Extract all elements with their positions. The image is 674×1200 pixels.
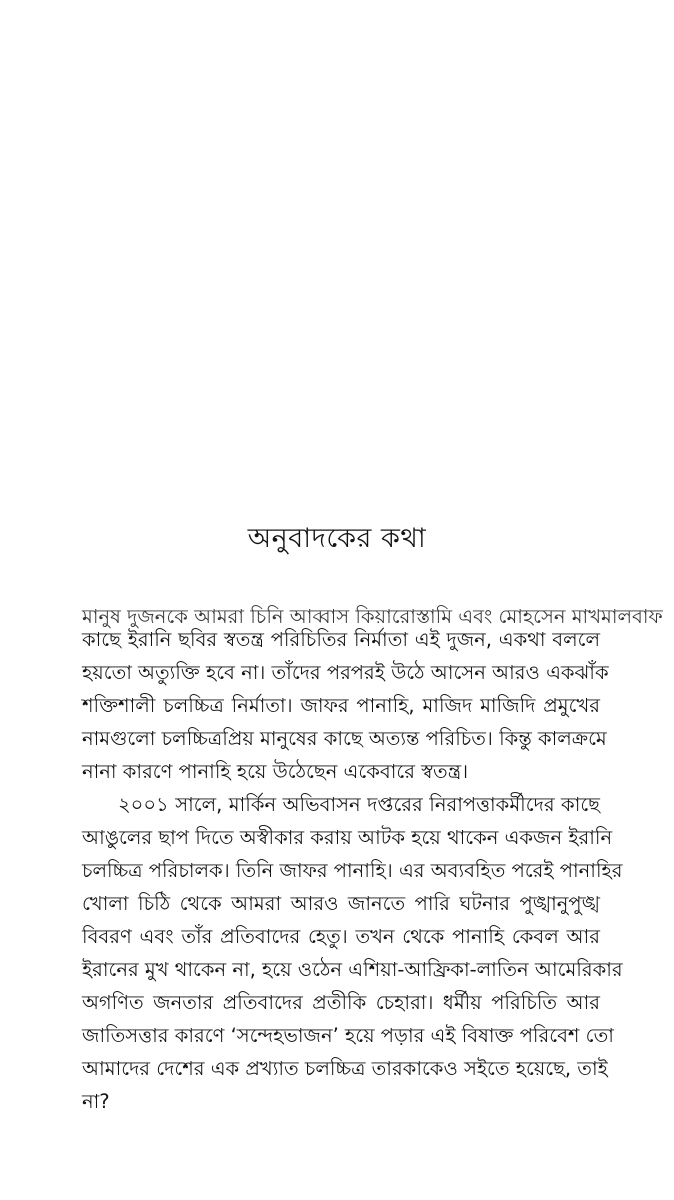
cropped-text-line (82, 590, 663, 628)
text-line: শক্তিশালী চলচ্চিত্র নির্মাতা। জাফর পানাহি, মাজিদ মাজিদি প্রমুখের (82, 694, 600, 717)
text-line: খোলা চিঠি থেকে আমরা আরও জানতে পারি ঘটনার পুঙ্খানুপুঙ্খ (82, 892, 600, 915)
text-line: নামগুলো চলচ্চিত্রপ্রিয় মানুষের কাছে অত্যন্ত পরিচিত। কিন্তু কালক্রমে (82, 727, 607, 750)
text-line: নানা কারণে পানাহি হয়ে উঠেছেন একেবারে স্বতন্ত্র। (82, 760, 469, 783)
paragraph-1 (82, 623, 609, 788)
text-line: জাতিসত্তার কারণে ‘সন্দেহভাজন’ হয়ে পড়ার এই বিষাক্ত পরিবেশ তো (82, 1024, 614, 1047)
text-line: ইরানের মুখ থাকেন না, হয়ে ওঠেন এশিয়া-আফ্রিকা-লাতিন আমেরিকার (82, 958, 623, 981)
paragraph-2 (82, 788, 623, 1118)
text-line: আমাদের দেশের এক প্রখ্যাত চলচ্চিত্র তারকাকেও সইতে হয়েছে, তাই (82, 1057, 608, 1080)
text-line: অগণিত জনতার প্রতিবাদের প্রতীকি চেহারা। ধর্মীয় পরিচিতি আর (82, 991, 600, 1014)
text-line: হয়তো অত্যুক্তি হবে না। তাঁদের পরপরই উঠে আসেন আরও একঝাঁক (82, 661, 609, 684)
text-line: ২০০১ সালে, মার্কিন অভিবাসন দপ্তরের নিরাপত্তাকর্মীদের কাছে (118, 793, 600, 816)
text-line: আঙুলের ছাপ দিতে অস্বীকার করায় আটক হয়ে থাকেন একজন ইরানি (82, 826, 613, 849)
text-line: না? (82, 1090, 110, 1113)
page-title: অনুবাদকের কথা (247, 523, 427, 554)
text-line: বিবরণ এবং তাঁর প্রতিবাদের হেতু। তখন থেকে পানাহি কেবল আর (82, 925, 600, 948)
text-line: কাছে ইরানি ছবির স্বতন্ত্র পরিচিতির নির্মাতা এই দুজন, একথা বললে (82, 628, 600, 651)
text-line: চলচ্চিত্র পরিচালক। তিনি জাফর পানাহি। এর অব্যবহিত পরেই পানাহির (82, 859, 623, 882)
body-text (82, 590, 663, 1118)
cropped-text: মানুষ দুজনকে আমরা চিনি আব্বাস কিয়ারোস্তামি এবং মোহসেন মাখমালবাফ (82, 605, 663, 628)
